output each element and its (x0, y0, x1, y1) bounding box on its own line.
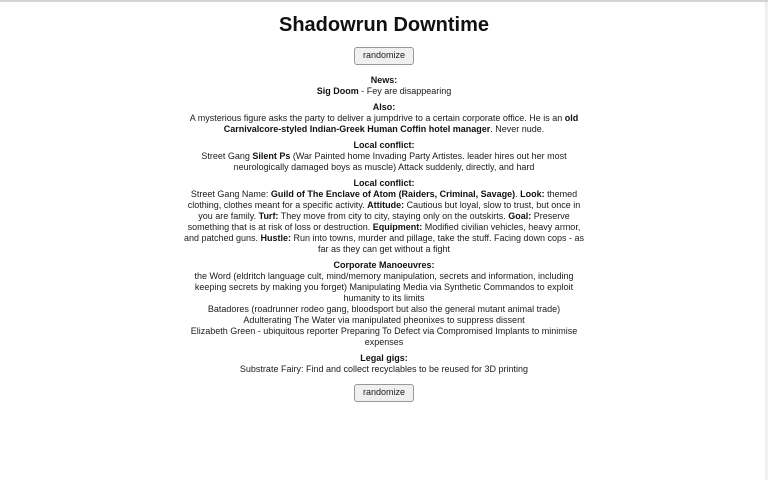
window-top-edge (0, 0, 768, 2)
top-button-row (183, 47, 585, 65)
page-title: Shadowrun Downtime (279, 14, 489, 36)
text-run: . Never nude. (490, 124, 545, 134)
section-heading: Also: (372, 102, 396, 112)
text-run-bold: Look: (520, 189, 545, 199)
section (183, 178, 585, 255)
text-run: the Word (eldritch language cult, mind/memory manipulation, secrets and information, including keeping secrets by making you forget) Manipulating Media via Synthetic Commandos to exploit humanity to its limits (194, 271, 574, 303)
text-run: Substrate Fairy: Find and collect recyclables to be reused for 3D printing (239, 364, 529, 374)
section-heading: Corporate Manoeuvres: (333, 260, 435, 270)
section-line (183, 189, 585, 255)
text-run: Modified civilian vehicles, heavy armor, and patched guns. (183, 222, 581, 243)
text-run-bold: old Carnivalcore-styled Indian-Greek Human Coffin hotel manager (223, 113, 579, 134)
section (183, 75, 585, 97)
section-heading: News: (370, 75, 398, 85)
text-run: Run into towns, murder and pillage, take the stuff. Facing down cops - as far as they can get without a fight (291, 233, 585, 254)
section-lines (183, 364, 585, 375)
text-run: (War Painted home Invading Party Artistes. leader hires out her most neurologically damaged boys as muscle) Attack suddenly, directly, and hard (233, 151, 567, 172)
bottom-button-row (183, 384, 585, 402)
section-lines (183, 271, 585, 348)
section (183, 353, 585, 375)
text-run-bold: Hustle: (260, 233, 292, 243)
text-run: Adulterating The Water via manipulated pheonixes to suppress dissent (243, 315, 525, 325)
sections-container (183, 75, 585, 375)
text-run: Street Gang Name: (190, 189, 271, 199)
text-run: Cautious but loyal, slow to trust, but once in you are family. (198, 200, 581, 221)
text-run: Street Gang (201, 151, 253, 161)
text-run-bold: Silent Ps (252, 151, 291, 161)
text-run: A mysterious figure asks the party to deliver a jumpdrive to a certain corporate office. He is an (189, 113, 565, 123)
randomize-button-bottom[interactable]: randomize (354, 384, 414, 402)
section-line (183, 326, 585, 348)
section-heading: Local conflict: (353, 178, 415, 188)
section-line (183, 364, 585, 375)
section-lines (183, 151, 585, 173)
section-line (183, 304, 585, 315)
section-heading: Legal gigs: (360, 353, 408, 363)
text-run: Elizabeth Green - ubiquitous reporter Preparing To Defect via Compromised Implants to minimise expenses (190, 326, 578, 347)
text-run-bold: Equipment: (372, 222, 423, 232)
text-run-bold: Attitude: (367, 200, 405, 210)
section (183, 140, 585, 173)
section-lines (183, 86, 585, 97)
section-line (183, 315, 585, 326)
text-run: themed clothing, clothes meant for a specific activity. (187, 189, 578, 210)
section-heading: Local conflict: (353, 140, 415, 150)
section-lines (183, 189, 585, 255)
text-run-bold: Guild of The Enclave of Atom (Raiders, Criminal, Savage) (270, 189, 516, 199)
randomize-button-top[interactable]: randomize (354, 47, 414, 65)
content-column (183, 0, 585, 402)
text-run: . (515, 189, 521, 199)
section (183, 260, 585, 348)
text-run: Preserve something that is at risk of loss or destruction. (187, 211, 570, 232)
text-run-bold: Goal: (508, 211, 532, 221)
section-line (183, 113, 585, 135)
section (183, 102, 585, 135)
text-run: Batadores (roadrunner rodeo gang, bloodsport but also the general mutant animal trade) (207, 304, 561, 314)
section-line (183, 271, 585, 304)
text-run: - Fey are disappearing (358, 86, 452, 96)
text-run-bold: Sig Doom (316, 86, 359, 96)
text-run: They move from city to city, staying only on the outskirts. (278, 211, 509, 221)
section-line (183, 86, 585, 97)
section-line (183, 151, 585, 173)
text-run-bold: Turf: (258, 211, 279, 221)
section-lines (183, 113, 585, 135)
